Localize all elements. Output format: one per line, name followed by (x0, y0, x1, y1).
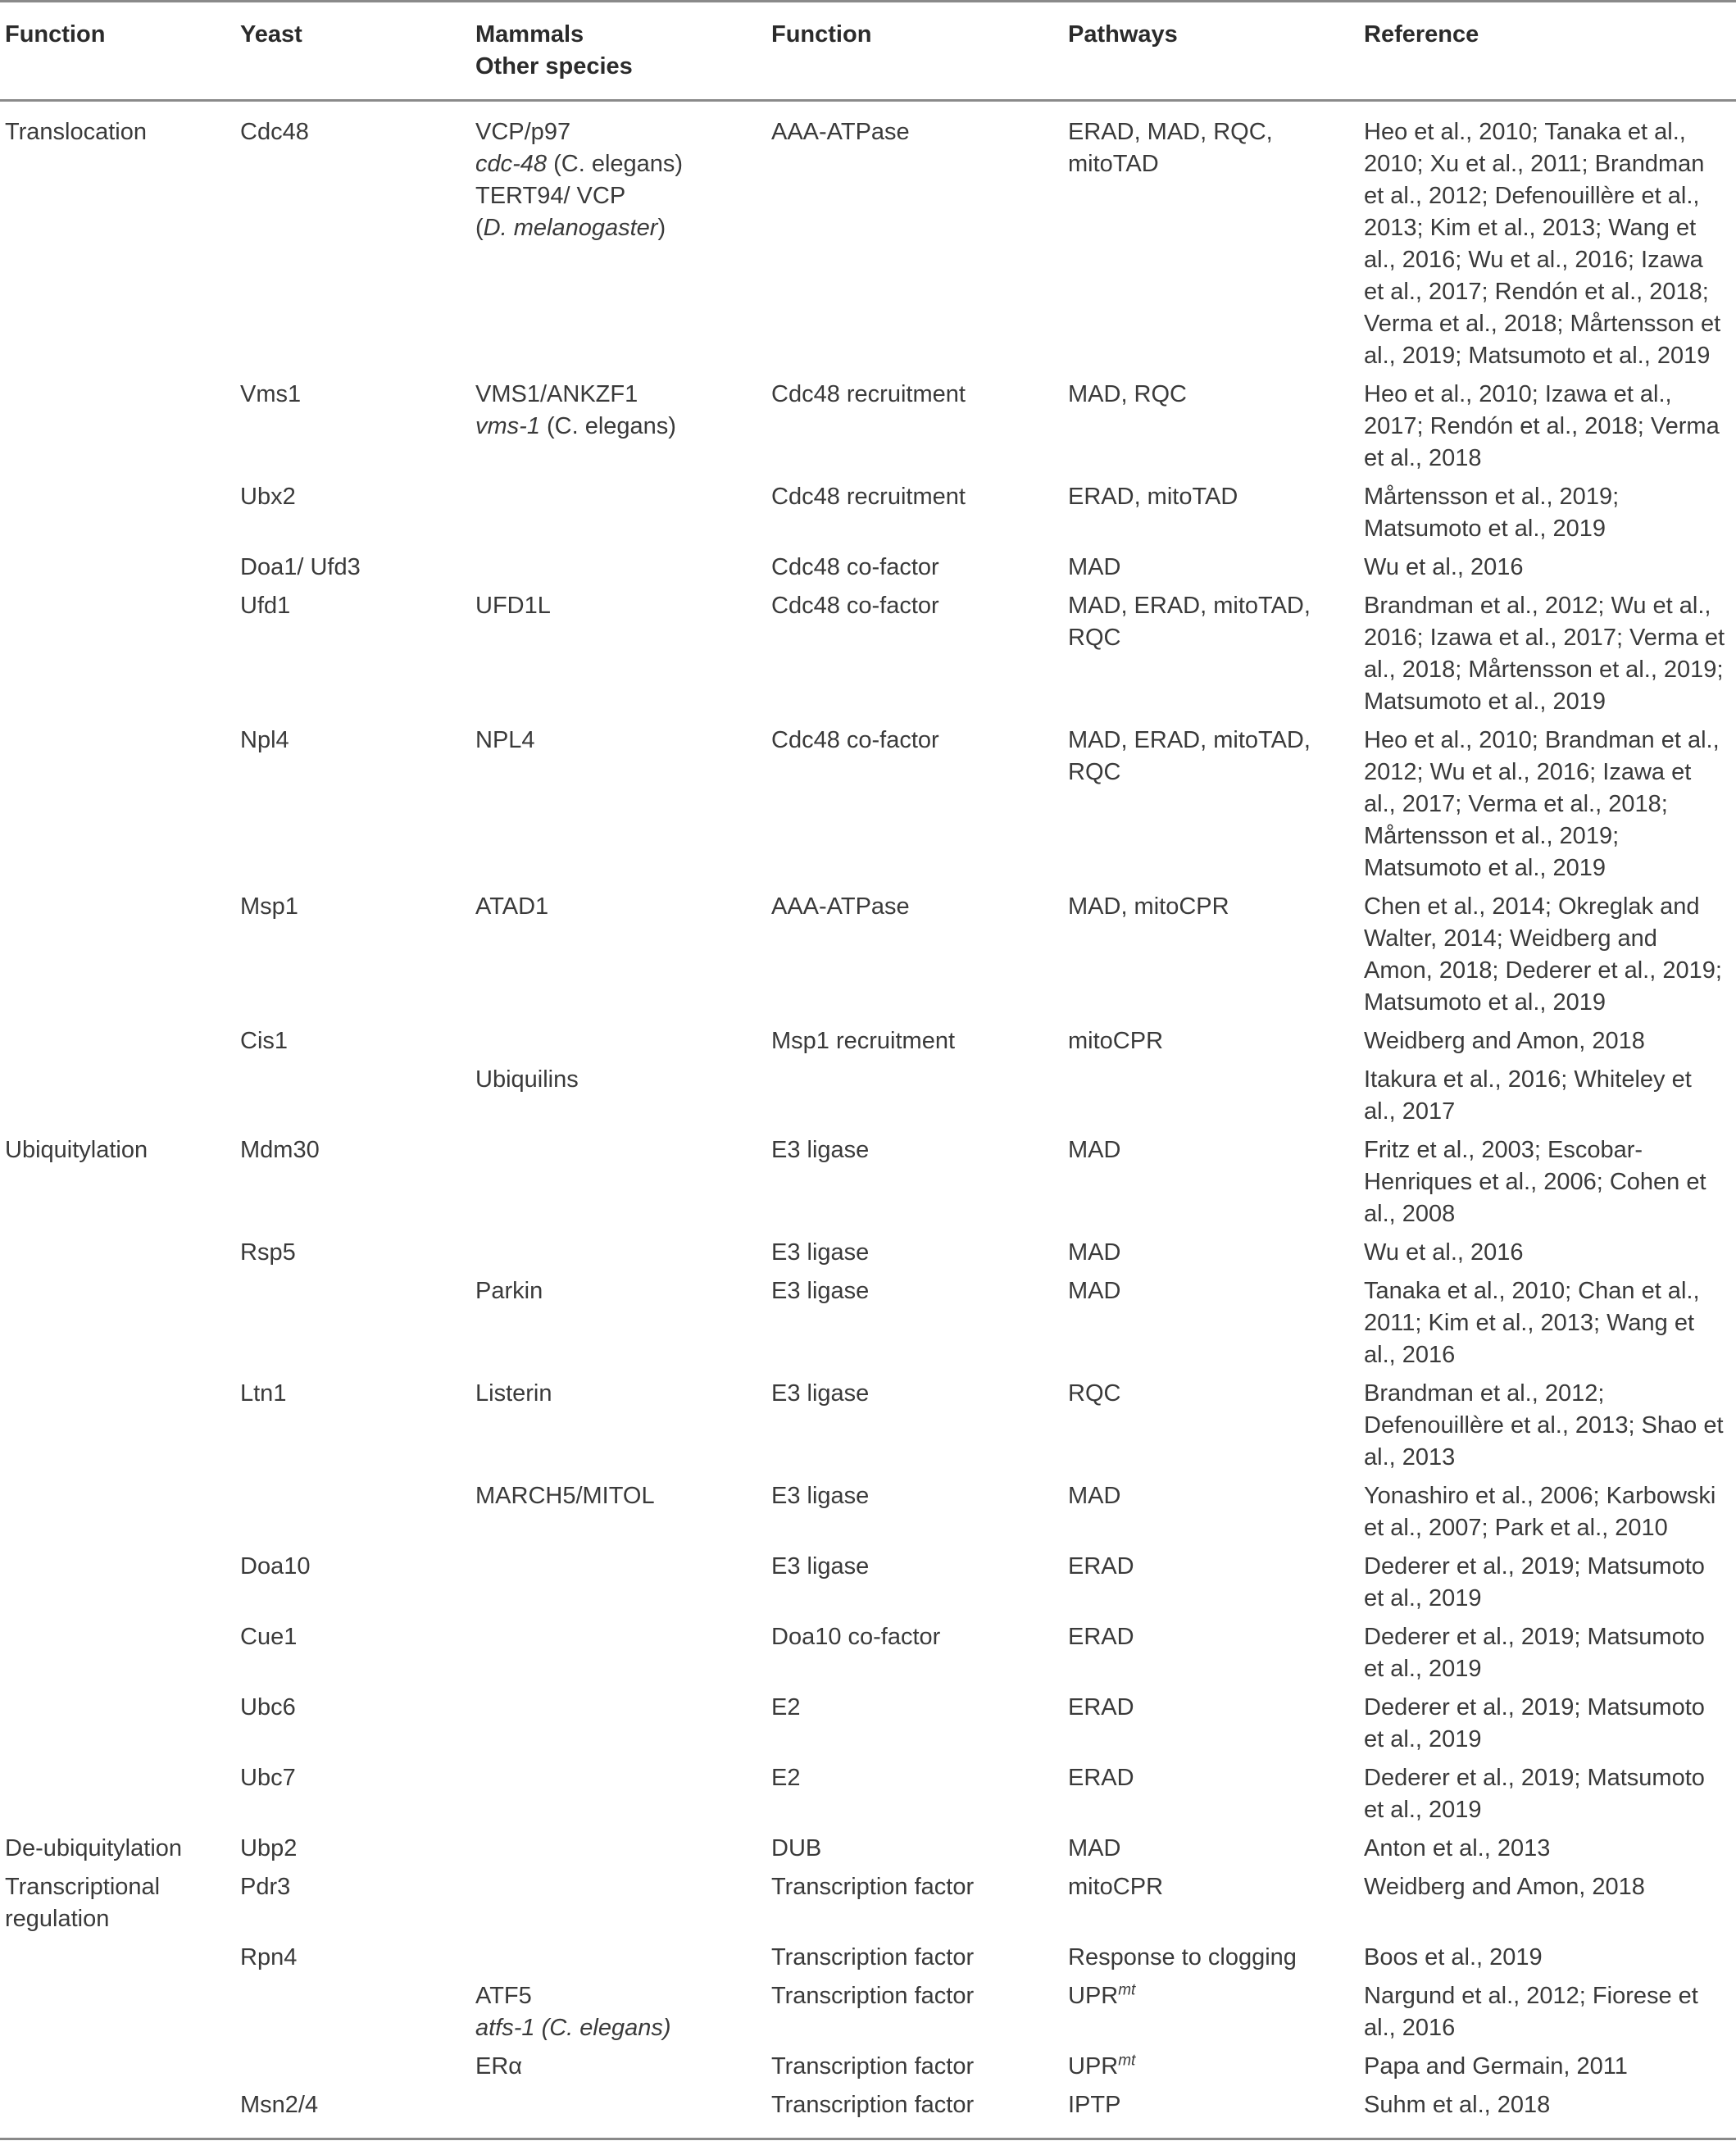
yeast-cell: Ufd1 (240, 593, 291, 619)
mammals-cell (470, 1025, 766, 1064)
table-row (0, 1692, 1736, 1762)
function-cell: AAA-ATPase (771, 119, 910, 145)
function-cell: Transcription factor (771, 2053, 975, 2080)
pathways-cell: ERAD (1068, 1624, 1134, 1650)
reference-cell: Wu et al., 2016 (1364, 1239, 1524, 1266)
mammals-cell: ATAD1 (475, 893, 549, 920)
mammals-cell: MARCH5/MITOL (475, 1483, 655, 1509)
species-note: (C. elegans) (547, 151, 684, 177)
category-cell (0, 481, 235, 552)
function-cell: Doa10 co-factor (771, 1624, 941, 1650)
pathway-text: UPR (1068, 2053, 1119, 2080)
pathways-cell: mitoCPR (1068, 1874, 1164, 1900)
category-cell (0, 891, 235, 1025)
pathways-cell: RQC (1068, 1380, 1121, 1407)
mammals-cell (470, 1692, 766, 1762)
table-row (0, 1833, 1736, 1871)
species-note: (C. elegans) (539, 413, 676, 439)
other-species-line (475, 212, 760, 244)
reference-cell: Mårtensson et al., 2019; Matsumoto et al., 2019 (1364, 484, 1620, 542)
table-row (0, 1275, 1736, 1378)
species-gene: cdc-48 (475, 151, 548, 177)
yeast-cell: Cdc48 (240, 119, 309, 145)
mammals-cell (470, 2089, 766, 2139)
pathways-cell: MAD (1068, 1483, 1121, 1509)
category-cell (0, 552, 235, 590)
category-cell (0, 1237, 235, 1275)
pathways-cell: MAD (1068, 554, 1121, 580)
paren-close: ) (657, 215, 666, 241)
category-cell: Translocation (5, 119, 148, 145)
yeast-cell: Ubp2 (240, 1835, 298, 1861)
mammals-cell (470, 1237, 766, 1275)
category-cell (0, 2089, 235, 2139)
function-cell: Cdc48 recruitment (771, 381, 966, 407)
category-cell (0, 1692, 235, 1762)
function-cell: E3 ligase (771, 1239, 870, 1266)
table-row (0, 101, 1736, 380)
table-row (0, 481, 1736, 552)
category-cell (0, 1621, 235, 1692)
header-function: Function (5, 21, 106, 48)
yeast-cell: Msn2/4 (240, 2092, 319, 2118)
reference-cell: Dederer et al., 2019; Matsumoto et al., 2019 (1364, 1624, 1705, 1682)
table-row (0, 379, 1736, 481)
table-row (0, 1378, 1736, 1480)
species-gene: vms-1 (475, 413, 540, 439)
reference-cell: Papa and Germain, 2011 (1364, 2053, 1628, 2080)
reference-cell: Anton et al., 2013 (1364, 1835, 1551, 1861)
mammal-protein: VCP/p97 (475, 119, 571, 145)
category-cell (0, 1980, 235, 2051)
mammals-cell (470, 379, 766, 481)
pathways-cell (1063, 2051, 1359, 2089)
pathways-cell: ERAD (1068, 1694, 1134, 1720)
table-row (0, 1621, 1736, 1692)
mammals-cell (470, 481, 766, 552)
mammals-cell (470, 552, 766, 590)
pathways-cell: MAD (1068, 1239, 1121, 1266)
function-cell: E3 ligase (771, 1278, 870, 1304)
header-reference: Reference (1364, 21, 1479, 48)
reference-cell: Chen et al., 2014; Okreglak and Walter, 2014; Weidberg and Amon, 2018; Dederer et al., 2019; Matsumoto et al., 2019 (1364, 893, 1722, 1016)
reference-cell: Wu et al., 2016 (1364, 554, 1524, 580)
mammals-cell: NPL4 (475, 727, 535, 753)
other-species-line (475, 411, 760, 443)
table-row (0, 590, 1736, 725)
category-cell: Ubiquitylation (5, 1137, 148, 1163)
reference-cell: Brandman et al., 2012; Defenouillère et al., 2013; Shao et al., 2013 (1364, 1380, 1724, 1470)
category-cell (0, 1480, 235, 1551)
yeast-cell (235, 1275, 470, 1378)
category-cell (0, 590, 235, 725)
mammals-cell: ERα (475, 2053, 523, 2080)
header-function-2: Function (771, 21, 872, 48)
yeast-cell: Rpn4 (240, 1944, 298, 1970)
header-mammals: Mammals (475, 21, 584, 48)
function-cell: Transcription factor (771, 1874, 975, 1900)
pathways-cell: MAD, mitoCPR (1068, 893, 1229, 920)
function-cell: Transcription factor (771, 1983, 975, 2009)
reference-cell: Dederer et al., 2019; Matsumoto et al., 2019 (1364, 1553, 1705, 1611)
reference-cell: Brandman et al., 2012; Wu et al., 2016; Izawa et al., 2017; Verma et al., 2018; Mårtensson et al., 2019; Matsumoto et al., 2019 (1364, 593, 1725, 715)
pathways-cell: IPTP (1068, 2092, 1121, 2118)
reference-cell: Heo et al., 2010; Izawa et al., 2017; Rendón et al., 2018; Verma et al., 2018 (1364, 381, 1720, 471)
yeast-cell (235, 1980, 470, 2051)
other-species-line (475, 148, 760, 180)
reference-cell: Suhm et al., 2018 (1364, 2092, 1551, 2118)
category-cell (0, 1762, 235, 1833)
table-row (0, 1237, 1736, 1275)
pathways-cell: mitoCPR (1068, 1028, 1164, 1054)
yeast-cell: Cue1 (240, 1624, 298, 1650)
category-cell: De-ubiquitylation (5, 1835, 183, 1861)
header-yeast: Yeast (240, 21, 302, 48)
pathways-cell: MAD, RQC (1068, 381, 1187, 407)
mammals-cell (470, 1762, 766, 1833)
yeast-cell: Ubc6 (240, 1694, 296, 1720)
yeast-cell (235, 1480, 470, 1551)
function-cell: E3 ligase (771, 1553, 870, 1580)
table-row (0, 725, 1736, 891)
yeast-cell: Ubc7 (240, 1765, 296, 1791)
reference-cell: Dederer et al., 2019; Matsumoto et al., 2019 (1364, 1765, 1705, 1823)
header-other-species: Other species (475, 53, 633, 80)
category-cell: Transcriptional regulation (5, 1874, 161, 1932)
function-cell: DUB (771, 1835, 822, 1861)
reference-cell: Dederer et al., 2019; Matsumoto et al., 2019 (1364, 1694, 1705, 1752)
yeast-cell (235, 1064, 470, 1134)
yeast-cell: Ltn1 (240, 1380, 287, 1407)
mammals-cell: Parkin (475, 1278, 543, 1304)
pathways-cell: MAD (1068, 1137, 1121, 1163)
mammals-cell (470, 1621, 766, 1692)
category-cell (0, 1551, 235, 1621)
table-row (0, 2051, 1736, 2089)
table-row (0, 1942, 1736, 1980)
pathway-superscript: mt (1118, 2052, 1136, 2070)
function-cell: Cdc48 co-factor (771, 554, 939, 580)
mammals-cell (470, 1980, 766, 2051)
pathways-cell: MAD, ERAD, mitoTAD, RQC (1068, 727, 1311, 785)
function-cell: E2 (771, 1765, 801, 1791)
mammals-cell (470, 1134, 766, 1237)
pathways-cell: MAD (1068, 1835, 1121, 1861)
mammals-cell (470, 1551, 766, 1621)
category-cell (0, 1064, 235, 1134)
function-cell: E3 ligase (771, 1137, 870, 1163)
yeast-cell: Pdr3 (240, 1874, 291, 1900)
yeast-cell: Cis1 (240, 1028, 289, 1054)
function-cell: E3 ligase (771, 1380, 870, 1407)
function-cell: Cdc48 co-factor (771, 593, 939, 619)
category-cell (0, 1025, 235, 1064)
pathway-superscript: mt (1118, 1981, 1136, 1999)
function-cell: Transcription factor (771, 1944, 975, 1970)
function-cell: Cdc48 recruitment (771, 484, 966, 510)
function-cell: Msp1 recruitment (771, 1028, 956, 1054)
table-row (0, 1762, 1736, 1833)
mammals-cell: Ubiquilins (475, 1066, 579, 1093)
function-cell: E2 (771, 1694, 801, 1720)
other-species-line: atfs-1 (C. elegans) (475, 2015, 671, 2041)
reference-cell: Tanaka et al., 2010; Chan et al., 2011; Kim et al., 2013; Wang et al., 2016 (1364, 1278, 1700, 1368)
category-cell (0, 1378, 235, 1480)
table-row (0, 1064, 1736, 1134)
pathways-cell (1063, 1064, 1359, 1134)
reference-cell: Boos et al., 2019 (1364, 1944, 1543, 1970)
function-cell: AAA-ATPase (771, 893, 910, 920)
paren-open: ( (475, 215, 484, 241)
pathways-cell: ERAD, mitoTAD (1068, 484, 1238, 510)
yeast-cell: Msp1 (240, 893, 298, 920)
mammal-protein: VMS1/ANKZF1 (475, 381, 639, 407)
header-row (0, 2, 1736, 101)
pathways-cell (1063, 1980, 1359, 2051)
yeast-cell: Vms1 (240, 381, 302, 407)
pathways-cell: ERAD (1068, 1553, 1134, 1580)
function-cell: Cdc48 co-factor (771, 727, 939, 753)
mammals-cell: Listerin (475, 1380, 552, 1407)
table-row (0, 1980, 1736, 2051)
pathways-cell: ERAD, MAD, RQC, mitoTAD (1068, 119, 1273, 177)
table-row (0, 1025, 1736, 1064)
header-mammals-other-species (470, 2, 766, 101)
function-cell: Transcription factor (771, 2092, 975, 2118)
mammals-cell (470, 1871, 766, 1942)
mammal-protein: ATF5 (475, 1983, 532, 2009)
table-row (0, 1134, 1736, 1237)
yeast-cell (235, 2051, 470, 2089)
yeast-cell: Mdm30 (240, 1137, 320, 1163)
yeast-cell: Doa10 (240, 1553, 311, 1580)
pathways-cell: Response to clogging (1068, 1944, 1297, 1970)
category-cell (0, 379, 235, 481)
pathways-cell: MAD, ERAD, mitoTAD, RQC (1068, 593, 1311, 651)
category-cell (0, 725, 235, 891)
function-cell (766, 1064, 1063, 1134)
category-cell (0, 1942, 235, 1980)
table-row (0, 1480, 1736, 1551)
category-cell (0, 1275, 235, 1378)
reference-cell: Itakura et al., 2016; Whiteley et al., 2017 (1364, 1066, 1692, 1125)
table-row (0, 891, 1736, 1025)
other-species-line: TERT94/ VCP (475, 183, 626, 209)
reference-cell: Weidberg and Amon, 2018 (1364, 1874, 1645, 1900)
table-row (0, 1551, 1736, 1621)
reference-cell: Fritz et al., 2003; Escobar-Henriques et al., 2006; Cohen et al., 2008 (1364, 1137, 1706, 1227)
yeast-cell: Npl4 (240, 727, 289, 753)
reference-cell: Weidberg and Amon, 2018 (1364, 1028, 1645, 1054)
pathways-cell: MAD (1068, 1278, 1121, 1304)
mammals-cell (470, 1833, 766, 1871)
header-pathways: Pathways (1068, 21, 1178, 48)
reference-cell: Heo et al., 2010; Tanaka et al., 2010; Xu et al., 2011; Brandman et al., 2012; Defenouillère et al., 2013; Kim et al., 2013; Wang et al., 2016; Wu et al., 2016; Izawa et al., 2017; Rendón et al., 2018; Verma et al., 2018; Mårtensson et al., 2019; Matsumoto et al., 2019 (1364, 119, 1721, 369)
reference-cell: Yonashiro et al., 2006; Karbowski et al., 2007; Park et al., 2010 (1364, 1483, 1716, 1541)
reference-cell: Nargund et al., 2012; Fiorese et al., 2016 (1364, 1983, 1698, 2041)
table-row (0, 2089, 1736, 2139)
mammals-cell (470, 101, 766, 380)
pathway-text: UPR (1068, 1983, 1119, 2009)
species-name: D. melanogaster (483, 215, 658, 241)
yeast-cell: Rsp5 (240, 1239, 296, 1266)
mammals-cell (470, 1942, 766, 1980)
yeast-cell: Ubx2 (240, 484, 296, 510)
reference-cell: Heo et al., 2010; Brandman et al., 2012; Wu et al., 2016; Izawa et al., 2017; Verma et al., 2018; Mårtensson et al., 2019; Matsumoto et al., 2019 (1364, 727, 1720, 881)
pathways-cell: ERAD (1068, 1765, 1134, 1791)
mammals-cell: UFD1L (475, 593, 551, 619)
table-row (0, 1871, 1736, 1942)
function-cell: E3 ligase (771, 1483, 870, 1509)
table-row (0, 552, 1736, 590)
category-cell (0, 2051, 235, 2089)
yeast-cell: Doa1/ Ufd3 (240, 554, 361, 580)
